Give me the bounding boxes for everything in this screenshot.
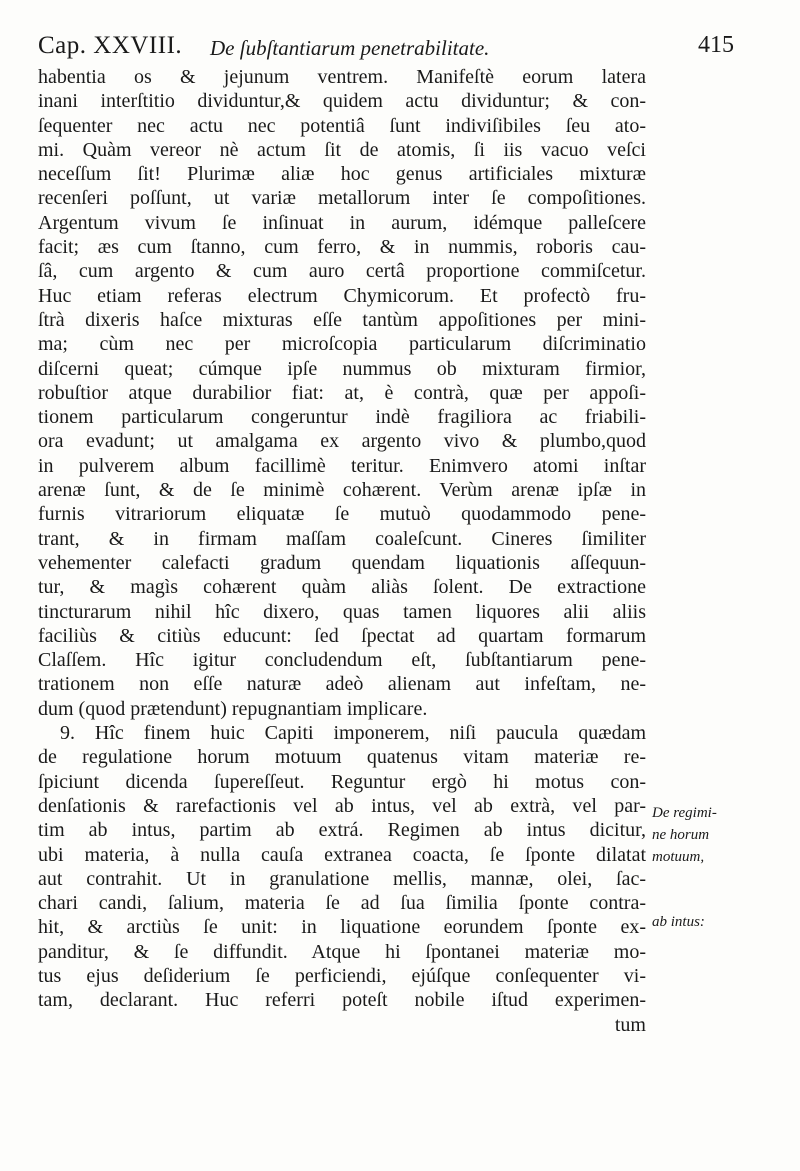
text-line: in pulverem album facillimè teritur. Enimvero atomi inſtar — [38, 454, 646, 477]
text-line: faciliùs & citiùs educunt: ſed ſpectat ad quartam formarum — [38, 624, 646, 647]
text-line: Huc etiam referas electrum Chymicorum. Et profectò fru- — [38, 284, 646, 307]
page-header — [38, 30, 738, 66]
text-line: dum (quod prætendunt) repugnantiam implicare. — [38, 697, 428, 720]
paragraph-start-line: 9. Hîc finem huic Capiti imponerem, niſi paucula quædam — [60, 722, 646, 745]
text-line: ora evadunt; ut amalgama ex argento vivo & plumbo,quod — [38, 430, 646, 453]
text-line: denſationis & rarefactionis vel ab intus, vel ab extrà, vel par- — [38, 794, 646, 817]
text-line: arenæ ſunt, & de ſe minimè cohærent. Verùm arenæ ipſæ in — [38, 479, 646, 502]
text-line: de regulatione horum motuum quatenus vitam materiæ re- — [38, 746, 646, 769]
text-line: robuſtior atque durabilior fiat: at, è contrà, quæ per appoſi- — [38, 381, 646, 404]
text-line: tam, declarant. Huc referri poteſt nobile iſtud experimen- — [38, 989, 646, 1012]
text-line: Argentum vivum ſe inſinuat in aurum, idémque palleſcere — [38, 211, 646, 234]
text-line: diſcerni queat; cúmque ipſe nummus ob mixturam firmior, — [38, 357, 646, 380]
text-line: trant, & in firmam maſſam coaleſcunt. Cineres ſimiliter — [38, 527, 646, 550]
text-line: tus ejus deſiderium ſe perficiendi, ejúſque conſequenter vi- — [38, 964, 646, 987]
margin-note: De regimi- — [652, 805, 717, 821]
text-line: facit; æs cum ſtanno, cum ferro, & in nummis, roboris cau- — [38, 236, 646, 259]
text-line: vehementer calefacti gradum quendam liquationis aſſequun- — [38, 551, 646, 574]
text-line: ſpiciunt dicenda ſupereſſeut. Reguntur ergò hi motus con- — [38, 770, 646, 793]
text-line: neceſſum ſit! Plurimæ aliæ hoc genus artificiales mixturæ — [38, 163, 646, 186]
text-line: tionem particularum congeruntur indè fragiliora ac friabili- — [38, 406, 646, 429]
text-line: Claſſem. Hîc igitur concludendum eſt, ſubſtantiarum pene- — [38, 649, 646, 672]
margin-note: ab intus: — [652, 914, 705, 930]
text-line: recenſeri poſſunt, ut variæ metallorum inter ſe compoſitiones. — [38, 187, 646, 210]
text-line: ubi materia, à nulla cauſa extranea coacta, ſe ſponte dilatat — [38, 843, 646, 866]
text-line: tur, & magìs cohærent quàm aliàs ſolent. De extractione — [38, 576, 646, 599]
text-line: inani interſtitio dividuntur,& quidem actu dividuntur; & con- — [38, 90, 646, 113]
text-line: aut contrahit. Ut in granulatione mellis, mannæ, olei, ſac- — [38, 867, 646, 890]
margin-note: motuum, — [652, 849, 705, 865]
body-text — [38, 65, 646, 1037]
text-line: tincturarum nihil hîc dixero, quas tamen liquores alii aliis — [38, 600, 646, 623]
margin-note: ne horum — [652, 827, 710, 843]
text-line: ſtrà dixeris haſce mixturas eſſe tantùm appoſitiones per mini- — [38, 308, 646, 331]
text-line: furnis vitrariorum eliquatæ ſe mutuò quodammodo pene- — [38, 503, 646, 526]
text-line: tim ab intus, partim ab extrá. Regimen ab intus dicitur, — [38, 819, 646, 842]
text-line: trationem non eſſe naturæ adeò alienam aut infeſtam, ne- — [38, 673, 646, 696]
running-title: De ſubſtantiarum penetrabilitate. — [210, 36, 490, 60]
text-line: ſâ, cum argento & cum auro certâ proportione commiſcetur. — [38, 260, 646, 283]
text-line: habentia os & jejunum ventrem. Manifeſtè eorum latera — [38, 66, 646, 88]
text-line: ſequenter nec actu nec potentiâ ſunt indiviſibiles ſeu ato- — [38, 114, 646, 137]
text-line: panditur, & ſe diffundit. Atque hi ſpontanei materiæ mo- — [38, 940, 646, 963]
text-line: chari candi, ſalium, materia ſe ad ſua ſimilia ſponte contra- — [38, 892, 646, 915]
catchword: tum — [614, 1013, 646, 1036]
chapter-heading: Cap. XXVIII. — [38, 32, 183, 59]
text-line: mi. Quàm vereor nè actum ſit de atomis, ſi iis vacuo veſci — [38, 138, 646, 161]
text-line: ma; cùm nec per microſcopia particularum diſcriminatio — [38, 333, 646, 356]
text-line: hit, & arctiùs ſe unit: in liquatione eorundem ſponte ex- — [38, 916, 646, 939]
page-number: 415 — [698, 32, 734, 58]
